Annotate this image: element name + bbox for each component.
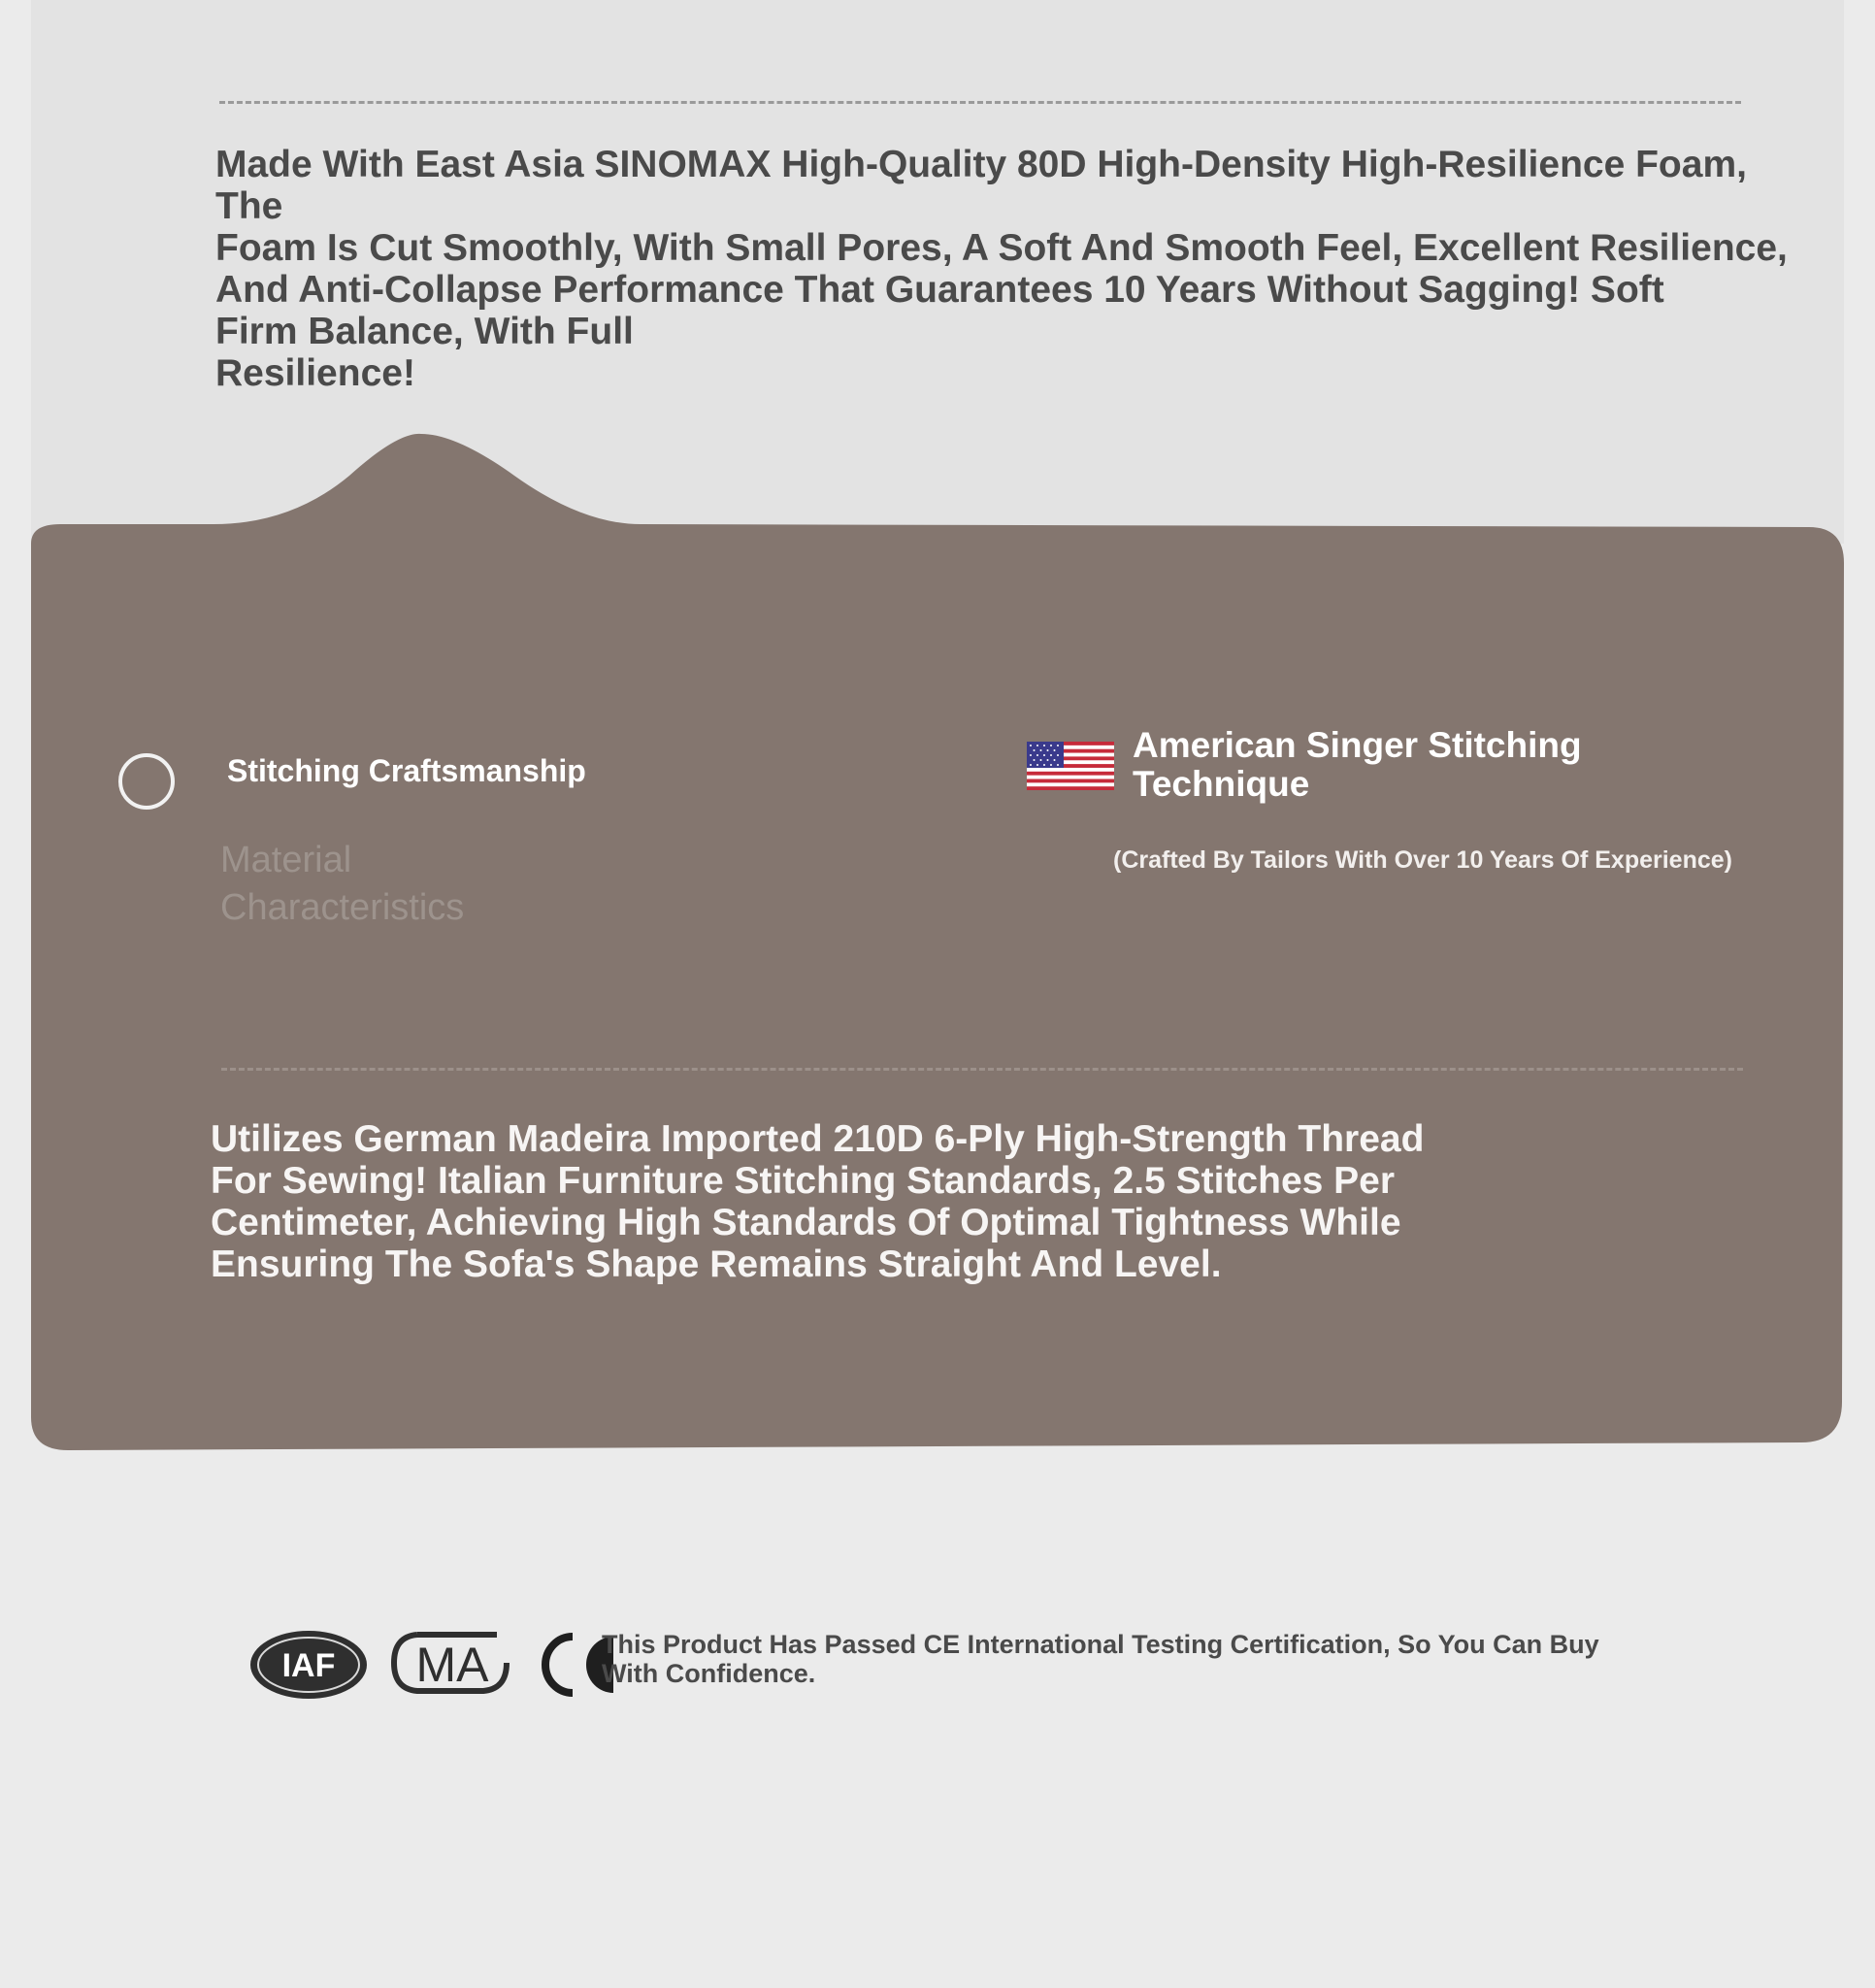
iaf-logo-text: IAF xyxy=(281,1647,336,1684)
foam-line: Made With East Asia SINOMAX High-Quality 80D High-Density High-Resilience Foam, The xyxy=(215,144,1747,227)
cert-line: This Product Has Passed CE International Testing Certification, So You Can Buy xyxy=(602,1630,1599,1659)
cma-logo-text: MA xyxy=(415,1638,489,1692)
foam-line: Foam Is Cut Smoothly, With Small Pores, A Soft And Smooth Feel, Excellent Resilience, xyxy=(215,227,1788,269)
radio-circle-icon[interactable] xyxy=(118,753,175,810)
ce-logo-text: C xyxy=(540,1631,541,1632)
iaf-logo xyxy=(248,1629,369,1701)
material-label-line: Characteristics xyxy=(220,887,465,928)
foam-line: Resilience! xyxy=(215,352,415,394)
technique-note: (Crafted By Tailors With Over 10 Years Of Experience) xyxy=(1113,846,1732,874)
us-flag-icon xyxy=(1027,742,1114,790)
stitching-title: Stitching Craftsmanship xyxy=(227,753,586,788)
thread-line: For Sewing! Italian Furniture Stitching Standards, 2.5 Stitches Per xyxy=(211,1160,1396,1202)
cma-logo xyxy=(390,1629,510,1697)
thread-line: Centimeter, Achieving High Standards Of Optimal Tightness While xyxy=(211,1202,1401,1243)
material-label-line: Material xyxy=(220,840,352,880)
foam-line: And Anti-Collapse Performance That Guarantees 10 Years Without Sagging! Soft xyxy=(215,269,1664,311)
technique-title xyxy=(1133,726,1582,804)
foam-line: Firm Balance, With Full xyxy=(215,311,634,352)
technique-line: Technique xyxy=(1133,764,1310,804)
technique-line: American Singer Stitching xyxy=(1133,725,1582,765)
thread-line: Ensuring The Sofa's Shape Remains Straight And Level. xyxy=(211,1243,1222,1285)
thread-line: Utilizes German Madeira Imported 210D 6-Ply High-Strength Thread xyxy=(211,1118,1425,1160)
cert-line: With Confidence. xyxy=(602,1659,816,1688)
certification-text xyxy=(602,1630,1599,1688)
thread-description xyxy=(211,1118,1521,1285)
card-divider xyxy=(221,1068,1743,1071)
material-characteristics-label xyxy=(220,837,464,932)
